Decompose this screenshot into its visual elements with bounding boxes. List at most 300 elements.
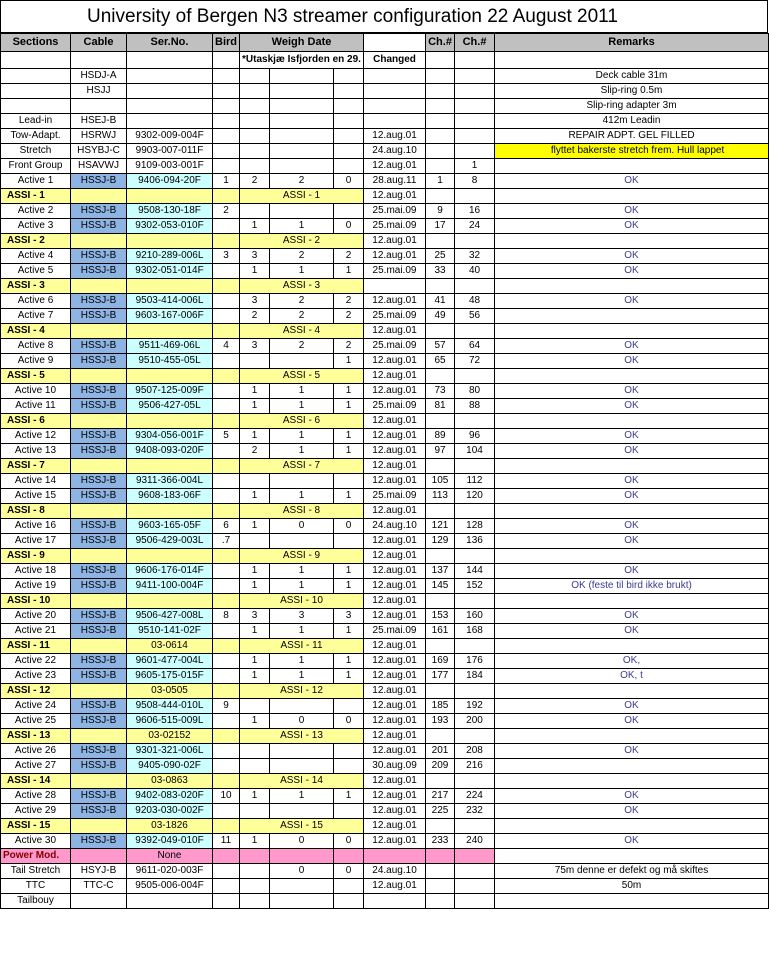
serial-cell: [127, 234, 213, 249]
channel-end-cell: [455, 879, 495, 894]
channel-end-cell: 240: [455, 834, 495, 849]
cable-cell: HSRWJ: [71, 129, 127, 144]
date-cell: 12.aug.01: [364, 639, 426, 654]
bird-cell: 11: [213, 834, 240, 849]
channel-end-cell: 216: [455, 759, 495, 774]
channel-start-cell: 185: [426, 699, 455, 714]
channel-end-cell: 48: [455, 294, 495, 309]
remark-cell: OK: [495, 699, 769, 714]
section-cell: Active 5: [1, 264, 71, 279]
cable-cell: HSSJ-B: [71, 624, 127, 639]
weigh-cell: [334, 849, 364, 864]
channel-start-cell: [426, 159, 455, 174]
serial-cell: 9411-100-004F: [127, 579, 213, 594]
subheader-note: *Utaskjæ Isfjorden en 29.: [240, 52, 364, 69]
channel-start-cell: 161: [426, 624, 455, 639]
channel-end-cell: [455, 324, 495, 339]
serial-cell: 9511-469-06L: [127, 339, 213, 354]
section-cell: Stretch: [1, 144, 71, 159]
date-cell: 12.aug.01: [364, 444, 426, 459]
weigh-cell: [240, 864, 270, 879]
bird-cell: [213, 159, 240, 174]
weigh-cell: [270, 474, 334, 489]
channel-end-cell: [455, 129, 495, 144]
remark-cell: OK: [495, 264, 769, 279]
section-row: [1, 84, 769, 99]
channel-start-cell: 177: [426, 669, 455, 684]
weigh-cell: 1: [270, 264, 334, 279]
bird-cell: [213, 654, 240, 669]
date-cell: 25.mai.09: [364, 204, 426, 219]
date-cell: 12.aug.01: [364, 324, 426, 339]
bird-cell: [213, 759, 240, 774]
date-cell: 12.aug.01: [364, 189, 426, 204]
bird-cell: [213, 504, 240, 519]
remark-cell: OK: [495, 429, 769, 444]
serial-cell: 9408-093-020F: [127, 444, 213, 459]
section-row: [1, 144, 769, 159]
serial-cell: 9608-183-06F: [127, 489, 213, 504]
channel-start-cell: [426, 129, 455, 144]
remark-cell: 412m Leadin: [495, 114, 769, 129]
weigh-cell: [270, 354, 334, 369]
remark-cell: OK: [495, 519, 769, 534]
channel-end-cell: [455, 84, 495, 99]
channel-start-cell: [426, 684, 455, 699]
channel-end-cell: 32: [455, 249, 495, 264]
weigh-cell: [334, 204, 364, 219]
active-section-row: [1, 564, 769, 579]
section-cell: Active 13: [1, 444, 71, 459]
date-cell: 25.mai.09: [364, 399, 426, 414]
cable-cell: HSSJ-B: [71, 699, 127, 714]
bird-cell: [213, 309, 240, 324]
weigh-cell: 3: [240, 249, 270, 264]
assi-label-cell: ASSI - 1: [240, 189, 364, 204]
active-section-row: [1, 669, 769, 684]
remark-cell: OK (feste til bird ikke brukt): [495, 579, 769, 594]
weigh-cell: 3: [334, 609, 364, 624]
remark-cell: [495, 819, 769, 834]
header-blank: [364, 34, 426, 52]
active-section-row: [1, 744, 769, 759]
section-cell: [1, 69, 71, 84]
section-cell: Active 28: [1, 789, 71, 804]
streamer-config-table: [0, 33, 769, 909]
channel-start-cell: 89: [426, 429, 455, 444]
channel-end-cell: [455, 729, 495, 744]
active-section-row: [1, 219, 769, 234]
channel-start-cell: [426, 894, 455, 909]
weigh-cell: 3: [270, 609, 334, 624]
section-cell: Active 10: [1, 384, 71, 399]
channel-start-cell: 65: [426, 354, 455, 369]
date-cell: 12.aug.01: [364, 729, 426, 744]
weigh-cell: 1: [240, 384, 270, 399]
cable-cell: [71, 684, 127, 699]
serial-cell: 9603-165-05F: [127, 519, 213, 534]
weigh-cell: 1: [334, 384, 364, 399]
date-cell: 12.aug.01: [364, 834, 426, 849]
date-cell: [364, 849, 426, 864]
section-cell: ASSI - 8: [1, 504, 71, 519]
cable-cell: HSSJ-B: [71, 174, 127, 189]
channel-start-cell: [426, 234, 455, 249]
serial-cell: 9508-444-010L: [127, 699, 213, 714]
channel-start-cell: [426, 729, 455, 744]
weigh-cell: [334, 759, 364, 774]
remark-cell: OK: [495, 294, 769, 309]
date-cell: 24.aug.10: [364, 519, 426, 534]
assi-row: [1, 774, 769, 789]
channel-start-cell: 153: [426, 609, 455, 624]
assi-label-cell: ASSI - 10: [240, 594, 364, 609]
remark-cell: OK: [495, 714, 769, 729]
section-cell: Active 30: [1, 834, 71, 849]
date-cell: 12.aug.01: [364, 459, 426, 474]
bird-cell: [213, 714, 240, 729]
subheader-cell: [1, 52, 71, 69]
active-section-row: [1, 249, 769, 264]
weigh-cell: 1: [240, 654, 270, 669]
channel-end-cell: 184: [455, 669, 495, 684]
section-cell: Lead-in: [1, 114, 71, 129]
serial-cell: 9301-321-006L: [127, 744, 213, 759]
date-cell: 12.aug.01: [364, 429, 426, 444]
cable-cell: HSSJ-B: [71, 474, 127, 489]
remark-cell: OK: [495, 564, 769, 579]
section-cell: Active 18: [1, 564, 71, 579]
bird-cell: [213, 324, 240, 339]
channel-start-cell: 169: [426, 654, 455, 669]
remark-cell: OK: [495, 399, 769, 414]
channel-end-cell: [455, 774, 495, 789]
remark-cell: OK: [495, 204, 769, 219]
remark-cell: OK: [495, 744, 769, 759]
header-row: [1, 34, 769, 52]
weigh-cell: [270, 69, 334, 84]
channel-end-cell: 120: [455, 489, 495, 504]
serial-cell: 9603-167-006F: [127, 309, 213, 324]
assi-label-cell: ASSI - 9: [240, 549, 364, 564]
header-weigh-date: Weigh Date: [240, 34, 364, 52]
weigh-cell: 1: [270, 219, 334, 234]
weigh-cell: [334, 69, 364, 84]
header-ch-start: Ch.#: [426, 34, 455, 52]
cable-cell: HSSJ-B: [71, 534, 127, 549]
serial-cell: 9406-094-20F: [127, 174, 213, 189]
date-cell: 12.aug.01: [364, 594, 426, 609]
channel-end-cell: 80: [455, 384, 495, 399]
weigh-cell: [270, 699, 334, 714]
channel-start-cell: [426, 99, 455, 114]
serial-cell: 9203-030-002F: [127, 804, 213, 819]
channel-start-cell: 97: [426, 444, 455, 459]
date-cell: 25.mai.09: [364, 264, 426, 279]
date-cell: [364, 894, 426, 909]
weigh-cell: 1: [270, 444, 334, 459]
bird-cell: [213, 99, 240, 114]
weigh-cell: [240, 474, 270, 489]
weigh-cell: [240, 849, 270, 864]
section-cell: ASSI - 7: [1, 459, 71, 474]
date-cell: 12.aug.01: [364, 159, 426, 174]
weigh-cell: 1: [334, 354, 364, 369]
active-section-row: [1, 204, 769, 219]
assi-row: [1, 414, 769, 429]
bird-cell: [213, 69, 240, 84]
bird-cell: 10: [213, 789, 240, 804]
remark-cell: OK: [495, 354, 769, 369]
remark-cell: [495, 894, 769, 909]
bird-cell: [213, 729, 240, 744]
section-cell: Active 2: [1, 204, 71, 219]
assi-row: [1, 279, 769, 294]
weigh-cell: 1: [334, 399, 364, 414]
cable-cell: HSSJ-B: [71, 519, 127, 534]
date-cell: 12.aug.01: [364, 699, 426, 714]
channel-end-cell: 128: [455, 519, 495, 534]
cable-cell: HSSJ-B: [71, 669, 127, 684]
section-cell: Active 26: [1, 744, 71, 759]
channel-start-cell: [426, 369, 455, 384]
weigh-cell: [240, 99, 270, 114]
cable-cell: HSJJ: [71, 84, 127, 99]
remark-cell: OK: [495, 474, 769, 489]
bird-cell: 8: [213, 609, 240, 624]
weigh-cell: 0: [270, 834, 334, 849]
weigh-cell: 1: [270, 489, 334, 504]
serial-cell: 9606-176-014F: [127, 564, 213, 579]
cable-cell: [71, 234, 127, 249]
cable-cell: HSSJ-B: [71, 264, 127, 279]
serial-cell: 9506-427-008L: [127, 609, 213, 624]
remark-cell: 50m: [495, 879, 769, 894]
weigh-cell: [240, 354, 270, 369]
cable-cell: HSAVWJ: [71, 159, 127, 174]
bird-cell: [213, 879, 240, 894]
remark-cell: OK: [495, 249, 769, 264]
serial-cell: 9304-056-001F: [127, 429, 213, 444]
channel-start-cell: [426, 879, 455, 894]
date-cell: 12.aug.01: [364, 384, 426, 399]
channel-start-cell: 145: [426, 579, 455, 594]
channel-start-cell: [426, 414, 455, 429]
cable-cell: [71, 99, 127, 114]
serial-cell: [127, 369, 213, 384]
weigh-cell: [334, 879, 364, 894]
channel-start-cell: 137: [426, 564, 455, 579]
weigh-cell: 1: [270, 789, 334, 804]
weigh-cell: [334, 804, 364, 819]
bird-cell: 5: [213, 429, 240, 444]
weigh-cell: [270, 159, 334, 174]
cable-cell: HSSJ-B: [71, 564, 127, 579]
date-cell: 12.aug.01: [364, 549, 426, 564]
remark-cell: [495, 774, 769, 789]
bird-cell: [213, 294, 240, 309]
date-cell: 25.mai.09: [364, 309, 426, 324]
bird-cell: [213, 549, 240, 564]
section-cell: ASSI - 4: [1, 324, 71, 339]
header-serno: Ser.No.: [127, 34, 213, 52]
channel-end-cell: 208: [455, 744, 495, 759]
assi-row: [1, 504, 769, 519]
cable-cell: HSSJ-B: [71, 399, 127, 414]
weigh-cell: 2: [270, 294, 334, 309]
bird-cell: [213, 279, 240, 294]
weigh-cell: 0: [270, 864, 334, 879]
remark-cell: [495, 849, 769, 864]
weigh-cell: 2: [270, 339, 334, 354]
remark-cell: Slip-ring 0.5m: [495, 84, 769, 99]
weigh-cell: 2: [240, 174, 270, 189]
section-cell: Active 24: [1, 699, 71, 714]
channel-start-cell: [426, 504, 455, 519]
section-cell: Front Group: [1, 159, 71, 174]
active-section-row: [1, 624, 769, 639]
section-cell: Active 14: [1, 474, 71, 489]
active-section-row: [1, 294, 769, 309]
bird-cell: [213, 474, 240, 489]
serial-cell: [127, 894, 213, 909]
subheader-cell: [455, 52, 495, 69]
serial-cell: 9311-366-004L: [127, 474, 213, 489]
assi-label-cell: ASSI - 6: [240, 414, 364, 429]
remark-cell: [495, 279, 769, 294]
channel-start-cell: [426, 849, 455, 864]
channel-end-cell: [455, 639, 495, 654]
weigh-cell: 1: [270, 384, 334, 399]
section-cell: Tail Stretch: [1, 864, 71, 879]
assi-row: [1, 639, 769, 654]
cable-cell: [71, 549, 127, 564]
channel-start-cell: [426, 114, 455, 129]
weigh-cell: [240, 879, 270, 894]
weigh-cell: [270, 204, 334, 219]
weigh-cell: 0: [270, 519, 334, 534]
section-cell: ASSI - 5: [1, 369, 71, 384]
section-cell: ASSI - 6: [1, 414, 71, 429]
channel-end-cell: [455, 819, 495, 834]
bird-cell: [213, 144, 240, 159]
date-cell: 12.aug.01: [364, 294, 426, 309]
subheader-row: [1, 52, 769, 69]
weigh-cell: 1: [334, 264, 364, 279]
weigh-cell: [240, 114, 270, 129]
weigh-cell: 1: [240, 669, 270, 684]
section-cell: Active 20: [1, 609, 71, 624]
remark-cell: [495, 684, 769, 699]
remark-cell: OK: [495, 834, 769, 849]
channel-end-cell: 72: [455, 354, 495, 369]
serial-cell: [127, 549, 213, 564]
weigh-cell: 1: [270, 399, 334, 414]
date-cell: 12.aug.01: [364, 609, 426, 624]
bird-cell: [213, 624, 240, 639]
cable-cell: HSSJ-B: [71, 804, 127, 819]
remark-cell: [495, 549, 769, 564]
assi-row: [1, 819, 769, 834]
section-cell: ASSI - 1: [1, 189, 71, 204]
section-row: [1, 879, 769, 894]
remark-cell: OK: [495, 609, 769, 624]
section-cell: ASSI - 13: [1, 729, 71, 744]
bird-cell: [213, 489, 240, 504]
section-cell: Active 15: [1, 489, 71, 504]
channel-start-cell: 1: [426, 174, 455, 189]
date-cell: 12.aug.01: [364, 804, 426, 819]
remark-cell: OK,: [495, 654, 769, 669]
section-cell: ASSI - 3: [1, 279, 71, 294]
section-cell: Active 21: [1, 624, 71, 639]
serial-cell: 9302-051-014F: [127, 264, 213, 279]
weigh-cell: [270, 84, 334, 99]
active-section-row: [1, 309, 769, 324]
channel-end-cell: [455, 69, 495, 84]
date-cell: 12.aug.01: [364, 684, 426, 699]
power-module-row: [1, 849, 769, 864]
assi-row: [1, 234, 769, 249]
channel-end-cell: 96: [455, 429, 495, 444]
channel-start-cell: [426, 549, 455, 564]
channel-start-cell: 33: [426, 264, 455, 279]
serial-cell: 9601-477-004L: [127, 654, 213, 669]
date-cell: 12.aug.01: [364, 249, 426, 264]
subheader-cell: [213, 52, 240, 69]
active-section-row: [1, 519, 769, 534]
cable-cell: HSSJ-B: [71, 744, 127, 759]
weigh-cell: 3: [240, 294, 270, 309]
channel-end-cell: [455, 414, 495, 429]
assi-row: [1, 189, 769, 204]
weigh-cell: 0: [334, 834, 364, 849]
weigh-cell: [270, 144, 334, 159]
cable-cell: [71, 279, 127, 294]
channel-end-cell: 88: [455, 399, 495, 414]
remark-cell: [495, 414, 769, 429]
cable-cell: HSSJ-B: [71, 579, 127, 594]
channel-start-cell: [426, 639, 455, 654]
cable-cell: HSSJ-B: [71, 294, 127, 309]
date-cell: 12.aug.01: [364, 654, 426, 669]
weigh-cell: 1: [240, 264, 270, 279]
active-section-row: [1, 579, 769, 594]
weigh-cell: 0: [334, 519, 364, 534]
weigh-cell: 0: [270, 714, 334, 729]
channel-end-cell: 24: [455, 219, 495, 234]
channel-end-cell: [455, 144, 495, 159]
assi-label-cell: ASSI - 3: [240, 279, 364, 294]
weigh-cell: 1: [240, 834, 270, 849]
cable-cell: HSSJ-B: [71, 654, 127, 669]
serial-cell: None: [127, 849, 213, 864]
section-cell: Active 3: [1, 219, 71, 234]
weigh-cell: [240, 744, 270, 759]
channel-end-cell: 200: [455, 714, 495, 729]
cable-cell: HSSJ-B: [71, 609, 127, 624]
date-cell: 25.mai.09: [364, 219, 426, 234]
cable-cell: [71, 459, 127, 474]
header-ch-end: Ch.#: [455, 34, 495, 52]
channel-end-cell: [455, 459, 495, 474]
section-cell: Active 6: [1, 294, 71, 309]
serial-cell: [127, 189, 213, 204]
weigh-cell: 1: [240, 714, 270, 729]
serial-cell: 9508-130-18F: [127, 204, 213, 219]
date-cell: 12.aug.01: [364, 129, 426, 144]
remark-cell: [495, 309, 769, 324]
